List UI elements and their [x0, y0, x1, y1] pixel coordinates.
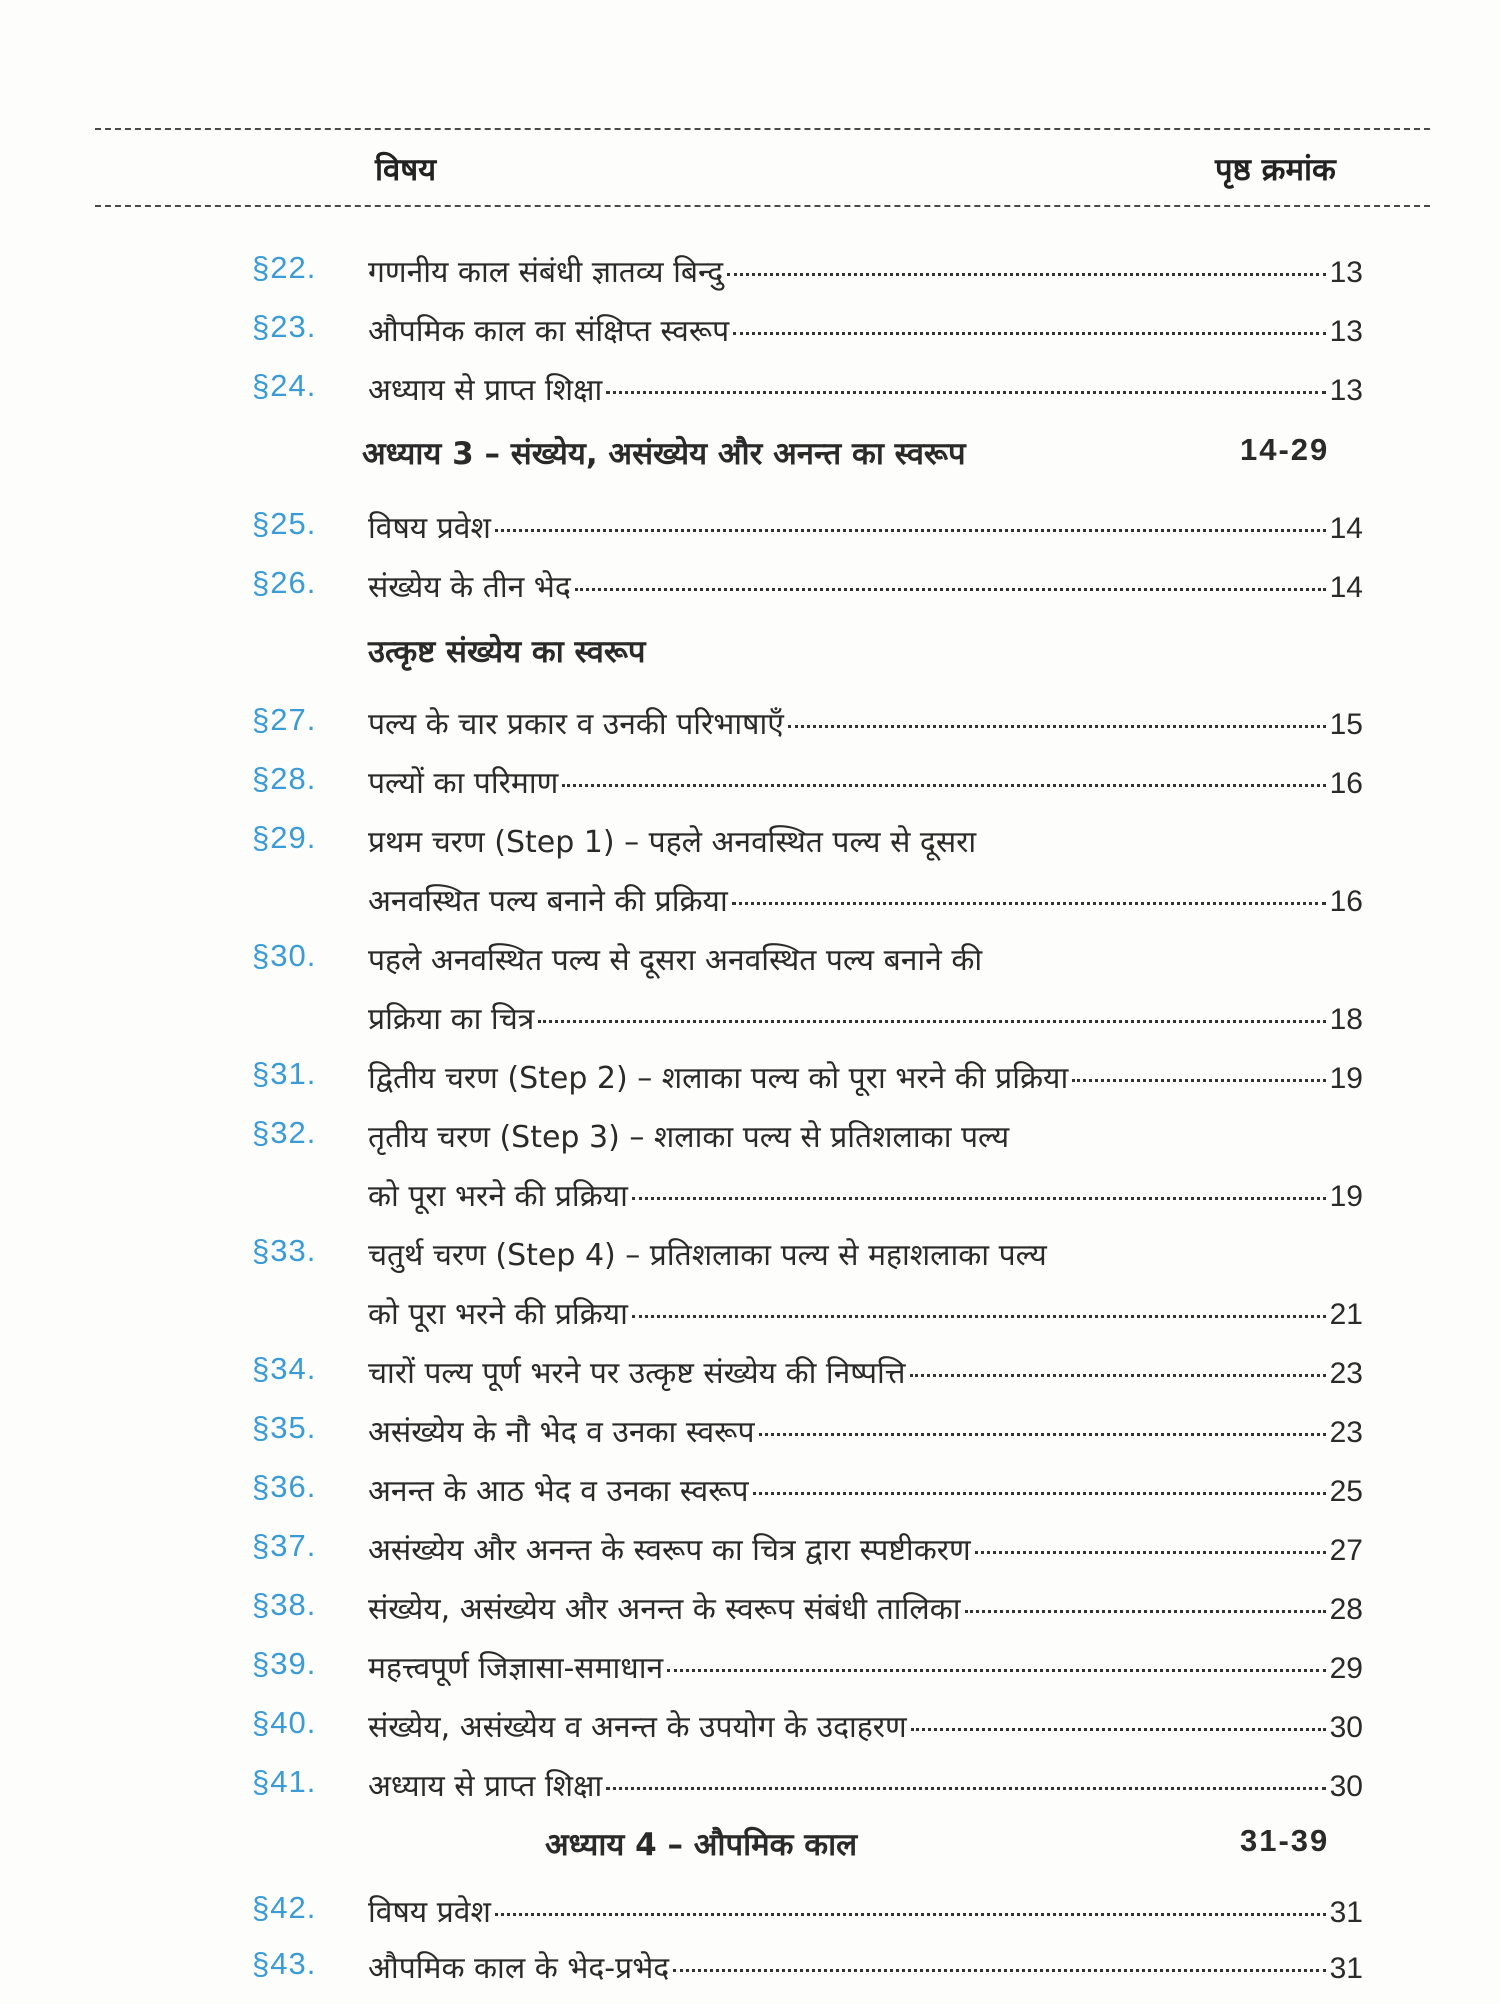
leader-dots: [965, 1609, 1326, 1613]
entry-page: 13: [1329, 374, 1363, 407]
leader-dots: [606, 390, 1325, 394]
entry-title: विषय प्रवेश: [368, 511, 491, 546]
entry-page: 30: [1329, 1770, 1363, 1803]
entry-title: प्रक्रिया का चित्र: [368, 1002, 535, 1037]
leader-dots: [632, 1314, 1326, 1318]
leader-dots: [788, 724, 1326, 728]
leader-dots: [911, 1727, 1326, 1731]
entry-number: §33.: [252, 1233, 317, 1268]
leader-dots: [732, 901, 1326, 905]
entry-title: चतुर्थ चरण (Step 4) – प्रतिशलाका पल्य से महाशलाका पल्य: [368, 1238, 1047, 1273]
leader-dots: [606, 1786, 1325, 1790]
entry-page: 19: [1329, 1062, 1363, 1095]
entry-number: §24.: [252, 368, 317, 403]
entry-page: 13: [1329, 256, 1363, 289]
toc-entry-continuation[interactable]: [0, 997, 1500, 1055]
entry-page: 31: [1329, 1896, 1363, 1929]
leader-dots: [495, 528, 1326, 532]
subheading: उत्कृष्ट संख्येय का स्वरूप: [368, 634, 646, 670]
entry-title: संख्येय, असंख्येय व अनन्त के उपयोग के उदाहरण: [368, 1710, 907, 1745]
toc-entry[interactable]: [0, 1646, 1500, 1704]
entry-page: 23: [1329, 1357, 1363, 1390]
entry-number: §41.: [252, 1764, 317, 1799]
chapter-4-title[interactable]: अध्याय 4 – औपमिक काल: [545, 1827, 858, 1863]
toc-entry[interactable]: [0, 702, 1500, 760]
entry-page: 15: [1329, 708, 1363, 741]
toc-entry[interactable]: [0, 1764, 1500, 1822]
entry-title: संख्येय के तीन भेद: [368, 570, 571, 605]
toc-entry[interactable]: [0, 1410, 1500, 1468]
toc-entry[interactable]: [0, 1705, 1500, 1763]
entry-number: §40.: [252, 1705, 317, 1740]
entry-title: प्रथम चरण (Step 1) – पहले अनवस्थित पल्य से दूसरा: [368, 825, 977, 860]
toc-entry[interactable]: [0, 368, 1500, 426]
entry-title: औपमिक काल के भेद-प्रभेद: [368, 1951, 670, 1986]
header-subject: विषय: [375, 152, 437, 188]
chapter-3-range: 14-29: [1240, 432, 1330, 467]
chapter-4-range: 31-39: [1240, 1823, 1330, 1858]
header-top-rule: [95, 128, 1430, 130]
entry-title: तृतीय चरण (Step 3) – शलाका पल्य से प्रतिशलाका पल्य: [368, 1120, 1010, 1155]
toc-entry[interactable]: [0, 1890, 1500, 1948]
entry-number: §29.: [252, 820, 317, 855]
entry-title: औपमिक काल का संक्षिप्त स्वरूप: [368, 314, 730, 349]
toc-entry-continuation[interactable]: [0, 1174, 1500, 1232]
entry-page: 30: [1329, 1711, 1363, 1744]
entry-title: असंख्येय और अनन्त के स्वरूप का चित्र द्वारा स्पष्टीकरण: [368, 1533, 971, 1568]
entry-number: §36.: [252, 1469, 317, 1504]
entry-number: §37.: [252, 1528, 317, 1563]
entry-title: असंख्येय के नौ भेद व उनका स्वरूप: [368, 1415, 755, 1450]
entry-title: महत्त्वपूर्ण जिज्ञासा-समाधान: [368, 1651, 664, 1686]
leader-dots: [759, 1432, 1326, 1436]
entry-page: 28: [1329, 1593, 1363, 1626]
entry-number: §42.: [252, 1890, 317, 1925]
chapter-3-title[interactable]: अध्याय 3 – संख्येय, असंख्येय और अनन्त का स्वरूप: [362, 436, 966, 472]
entry-title: चारों पल्य पूर्ण भरने पर उत्कृष्ट संख्येय की निष्पत्ति: [368, 1356, 906, 1391]
entry-title: द्वितीय चरण (Step 2) – शलाका पल्य को पूरा भरने की प्रक्रिया: [368, 1061, 1069, 1096]
toc-entry[interactable]: [0, 506, 1500, 564]
entry-number: §23.: [252, 309, 317, 344]
toc-entry[interactable]: [0, 1946, 1500, 2004]
entry-page: 14: [1329, 512, 1363, 545]
entry-number: §30.: [252, 938, 317, 973]
entry-page: 14: [1329, 571, 1363, 604]
header-bottom-rule: [95, 205, 1430, 207]
leader-dots: [733, 331, 1325, 335]
toc-entry[interactable]: [0, 1233, 1500, 1291]
toc-entry[interactable]: [0, 1351, 1500, 1409]
entry-page: 16: [1329, 885, 1363, 918]
toc-entry[interactable]: [0, 1056, 1500, 1114]
leader-dots: [562, 783, 1325, 787]
entry-title: गणनीय काल संबंधी ज्ञातव्य बिन्दु: [368, 255, 724, 290]
entry-page: 16: [1329, 767, 1363, 800]
leader-dots: [975, 1550, 1326, 1554]
entry-page: 18: [1329, 1003, 1363, 1036]
entry-number: §43.: [252, 1946, 317, 1981]
entry-title: विषय प्रवेश: [368, 1895, 491, 1930]
entry-number: §34.: [252, 1351, 317, 1386]
entry-page: 23: [1329, 1416, 1363, 1449]
toc-entry[interactable]: [0, 565, 1500, 623]
leader-dots: [1072, 1078, 1325, 1082]
leader-dots: [632, 1196, 1326, 1200]
toc-entry[interactable]: [0, 250, 1500, 308]
entry-page: 21: [1329, 1298, 1363, 1331]
entry-title: को पूरा भरने की प्रक्रिया: [368, 1297, 628, 1332]
toc-entry[interactable]: [0, 1587, 1500, 1645]
toc-entry[interactable]: [0, 1115, 1500, 1173]
entry-title: अनन्त के आठ भेद व उनका स्वरूप: [368, 1474, 749, 1509]
entry-number: §28.: [252, 761, 317, 796]
header-page-number: पृष्ठ क्रमांक: [1215, 152, 1336, 188]
leader-dots: [727, 272, 1325, 276]
toc-entry-continuation[interactable]: [0, 879, 1500, 937]
entry-number: §26.: [252, 565, 317, 600]
toc-entry-continuation[interactable]: [0, 1292, 1500, 1350]
entry-number: §35.: [252, 1410, 317, 1445]
leader-dots: [575, 587, 1326, 591]
toc-entry[interactable]: [0, 938, 1500, 996]
entry-number: §38.: [252, 1587, 317, 1622]
entry-title: पल्य के चार प्रकार व उनकी परिभाषाएँ: [368, 707, 784, 742]
toc-entry[interactable]: [0, 1528, 1500, 1586]
entry-title: अध्याय से प्राप्त शिक्षा: [368, 1769, 603, 1804]
entry-title: को पूरा भरने की प्रक्रिया: [368, 1179, 628, 1214]
entry-number: §31.: [252, 1056, 317, 1091]
entry-title: पल्यों का परिमाण: [368, 766, 559, 801]
entry-title: अध्याय से प्राप्त शिक्षा: [368, 373, 603, 408]
leader-dots: [673, 1968, 1325, 1972]
entry-number: §39.: [252, 1646, 317, 1681]
entry-page: 31: [1329, 1952, 1363, 1985]
leader-dots: [495, 1912, 1326, 1916]
entry-number: §25.: [252, 506, 317, 541]
entry-page: 13: [1329, 315, 1363, 348]
leader-dots: [538, 1019, 1325, 1023]
entry-page: 27: [1329, 1534, 1363, 1567]
entry-number: §22.: [252, 250, 317, 285]
leader-dots: [667, 1668, 1325, 1672]
toc-entry[interactable]: [0, 820, 1500, 878]
leader-dots: [910, 1373, 1326, 1377]
toc-entry[interactable]: [0, 309, 1500, 367]
entry-title: संख्येय, असंख्येय और अनन्त के स्वरूप संबंधी तालिका: [368, 1592, 961, 1627]
entry-page: 29: [1329, 1652, 1363, 1685]
entry-title: पहले अनवस्थित पल्य से दूसरा अनवस्थित पल्य बनाने की: [368, 943, 983, 978]
entry-page: 19: [1329, 1180, 1363, 1213]
toc-entry[interactable]: [0, 761, 1500, 819]
entry-number: §32.: [252, 1115, 317, 1150]
entry-number: §27.: [252, 702, 317, 737]
entry-title: अनवस्थित पल्य बनाने की प्रक्रिया: [368, 884, 728, 919]
toc-entry[interactable]: [0, 1469, 1500, 1527]
leader-dots: [753, 1491, 1326, 1495]
entry-page: 25: [1329, 1475, 1363, 1508]
